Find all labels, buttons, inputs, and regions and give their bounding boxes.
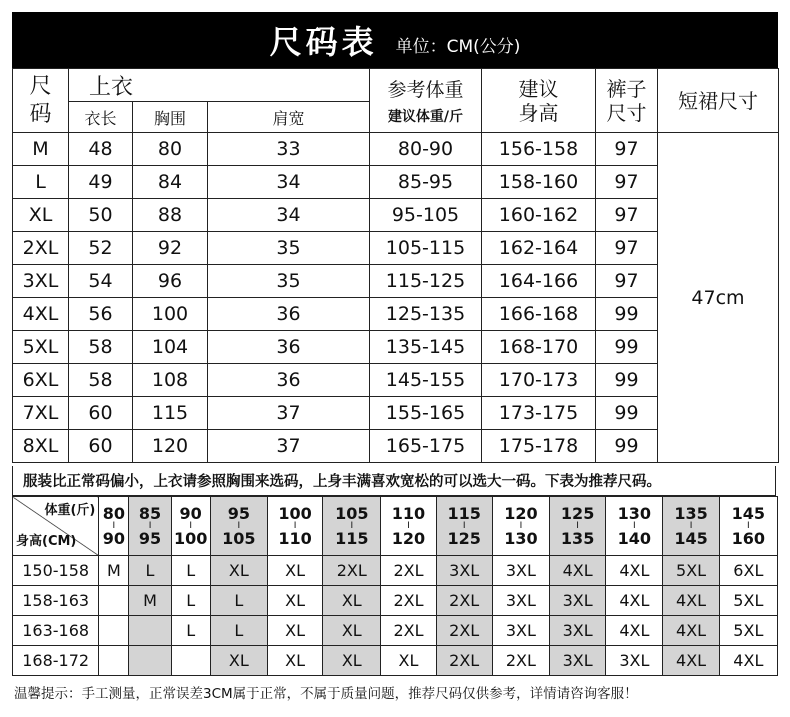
cell-pants: 97 bbox=[596, 199, 658, 232]
recommend-size-cell: XL bbox=[323, 616, 381, 646]
weight-range-from: 120 bbox=[504, 504, 538, 523]
weight-range-from: 130 bbox=[617, 504, 652, 523]
recommend-size-cell: 2XL bbox=[381, 586, 436, 616]
cell-chest: 84 bbox=[133, 166, 208, 199]
cell-length: 49 bbox=[69, 166, 133, 199]
weight-range-header bbox=[550, 497, 606, 556]
cell-height: 168-170 bbox=[482, 331, 596, 364]
size-table bbox=[12, 68, 779, 463]
weight-range-to: 90 bbox=[102, 529, 126, 548]
weight-range-to: 160 bbox=[731, 529, 766, 548]
recommend-size-cell: 4XL bbox=[663, 616, 719, 646]
cell-weight: 145-155 bbox=[370, 364, 482, 397]
weight-range-to: 130 bbox=[504, 529, 538, 548]
weight-range-header bbox=[171, 497, 210, 556]
range-separator: I bbox=[148, 521, 152, 531]
weight-range-header bbox=[99, 497, 129, 556]
cell-size: 6XL bbox=[13, 364, 69, 397]
weight-range-from: 105 bbox=[335, 504, 369, 523]
recommend-size-cell: L bbox=[171, 556, 210, 586]
range-separator: I bbox=[112, 521, 116, 531]
range-separator: I bbox=[462, 521, 466, 531]
recommend-size-cell: XL bbox=[267, 616, 322, 646]
recommend-size-cell bbox=[99, 646, 129, 676]
weight-range-header bbox=[210, 497, 267, 556]
cell-shoulder: 34 bbox=[208, 166, 370, 199]
cell-pants: 99 bbox=[596, 298, 658, 331]
cell-pants: 97 bbox=[596, 133, 658, 166]
cell-weight: 115-125 bbox=[370, 265, 482, 298]
recommend-size-cell bbox=[99, 586, 129, 616]
advice-note: 服装比正常码偏小，上衣请参照胸围来选码，上身丰满喜欢宽松的可以选大一码。下表为推荐尺码。 bbox=[12, 466, 776, 496]
recommend-size-cell: 5XL bbox=[719, 616, 777, 646]
recommend-size-cell: 2XL bbox=[492, 646, 549, 676]
recommend-size-cell: 2XL bbox=[436, 586, 492, 616]
recommend-size-cell bbox=[171, 646, 210, 676]
recommend-size-cell: L bbox=[129, 556, 171, 586]
cell-shoulder: 36 bbox=[208, 364, 370, 397]
weight-range-to: 125 bbox=[447, 529, 481, 548]
weight-header-sub: 建议体重/斤 bbox=[387, 109, 464, 125]
recommend-row bbox=[13, 616, 778, 646]
weight-range-to: 140 bbox=[617, 529, 652, 548]
recommend-size-cell: L bbox=[171, 586, 210, 616]
range-separator: I bbox=[407, 521, 410, 531]
cell-height: 160-162 bbox=[482, 199, 596, 232]
weight-range-from: 110 bbox=[391, 504, 426, 523]
range-separator: I bbox=[576, 521, 579, 531]
skirt-value: 47cm bbox=[658, 133, 779, 463]
recommend-size-cell: 6XL bbox=[719, 556, 777, 586]
recommend-size-cell: XL bbox=[267, 586, 322, 616]
recommend-size-cell: M bbox=[129, 586, 171, 616]
cell-length: 54 bbox=[69, 265, 133, 298]
weight-range-from: 80 bbox=[102, 504, 126, 523]
size-header-line1: 尺 bbox=[29, 73, 52, 99]
cell-height: 166-168 bbox=[482, 298, 596, 331]
height-range: 150-158 bbox=[13, 556, 99, 586]
cell-pants: 99 bbox=[596, 331, 658, 364]
cell-length: 60 bbox=[69, 397, 133, 430]
pants-header-line1: 裤子 bbox=[606, 76, 647, 101]
recommend-size-cell: 3XL bbox=[492, 616, 549, 646]
recommend-size-cell bbox=[129, 646, 171, 676]
recommend-size-cell bbox=[129, 616, 171, 646]
recommend-size-cell: 4XL bbox=[606, 616, 663, 646]
cell-weight: 80-90 bbox=[370, 133, 482, 166]
weight-header-label: 参考体重 bbox=[387, 79, 464, 101]
recommend-size-cell: 2XL bbox=[381, 616, 436, 646]
weight-range-from: 115 bbox=[447, 504, 481, 523]
cell-pants: 97 bbox=[596, 166, 658, 199]
cell-shoulder: 37 bbox=[208, 397, 370, 430]
cell-chest: 92 bbox=[133, 232, 208, 265]
weight-header bbox=[370, 69, 482, 133]
recommend-size-cell: XL bbox=[323, 586, 381, 616]
weight-range-header bbox=[323, 497, 381, 556]
recommend-size-cell: XL bbox=[210, 646, 267, 676]
recommend-size-cell: 3XL bbox=[606, 646, 663, 676]
cell-length: 60 bbox=[69, 430, 133, 463]
cell-weight: 95-105 bbox=[370, 199, 482, 232]
page-title: 尺码表 bbox=[269, 23, 378, 61]
cell-length: 52 bbox=[69, 232, 133, 265]
weight-height-corner bbox=[13, 497, 99, 556]
cell-chest: 104 bbox=[133, 331, 208, 364]
cell-size: 7XL bbox=[13, 397, 69, 430]
cell-weight: 135-145 bbox=[370, 331, 482, 364]
length-header: 衣长 bbox=[69, 102, 133, 133]
weight-range-to: 105 bbox=[222, 529, 256, 548]
cell-pants: 99 bbox=[596, 430, 658, 463]
weight-range-to: 110 bbox=[278, 529, 312, 548]
recommend-size-cell: 4XL bbox=[663, 586, 719, 616]
cell-shoulder: 33 bbox=[208, 133, 370, 166]
weight-range-header bbox=[381, 497, 436, 556]
recommend-size-cell: 2XL bbox=[323, 556, 381, 586]
chest-header: 胸围 bbox=[133, 102, 208, 133]
pants-header-line2: 尺寸 bbox=[606, 100, 647, 125]
range-separator: I bbox=[747, 521, 750, 531]
cell-size: 8XL bbox=[13, 430, 69, 463]
weight-range-header bbox=[129, 497, 171, 556]
recommend-size-cell: 2XL bbox=[436, 616, 492, 646]
recommend-size-cell bbox=[99, 616, 129, 646]
cell-height: 162-164 bbox=[482, 232, 596, 265]
recommend-size-cell: 2XL bbox=[436, 646, 492, 676]
height-range: 158-163 bbox=[13, 586, 99, 616]
weight-range-header bbox=[436, 497, 492, 556]
recommend-size-cell: XL bbox=[381, 646, 436, 676]
cell-shoulder: 35 bbox=[208, 265, 370, 298]
weight-range-from: 95 bbox=[227, 504, 250, 523]
cell-pants: 97 bbox=[596, 232, 658, 265]
recommend-row bbox=[13, 646, 778, 676]
recommend-table bbox=[12, 496, 778, 676]
cell-height: 164-166 bbox=[482, 265, 596, 298]
height-header bbox=[482, 69, 596, 133]
weight-range-header bbox=[719, 497, 777, 556]
cell-height: 158-160 bbox=[482, 166, 596, 199]
cell-height: 156-158 bbox=[482, 133, 596, 166]
cell-pants: 99 bbox=[596, 364, 658, 397]
recommend-size-cell: 2XL bbox=[381, 556, 436, 586]
cell-shoulder: 34 bbox=[208, 199, 370, 232]
range-separator: I bbox=[633, 521, 636, 531]
weight-corner-label: 体重(斤) bbox=[44, 503, 96, 518]
weight-range-header bbox=[606, 497, 663, 556]
weight-range-from: 85 bbox=[138, 504, 162, 523]
weight-range-from: 145 bbox=[731, 504, 766, 523]
cell-weight: 85-95 bbox=[370, 166, 482, 199]
range-separator: I bbox=[237, 521, 241, 531]
recommend-size-cell: 3XL bbox=[550, 646, 606, 676]
recommend-size-cell: 4XL bbox=[663, 646, 719, 676]
recommend-size-cell: XL bbox=[323, 646, 381, 676]
weight-range-from: 125 bbox=[560, 504, 595, 523]
weight-range-to: 95 bbox=[138, 529, 162, 548]
recommend-size-cell: M bbox=[99, 556, 129, 586]
range-separator: I bbox=[293, 521, 297, 531]
recommend-size-cell: L bbox=[171, 616, 210, 646]
recommend-size-cell: 5XL bbox=[719, 586, 777, 616]
weight-range-to: 145 bbox=[674, 529, 708, 548]
cell-shoulder: 37 bbox=[208, 430, 370, 463]
cell-size: L bbox=[13, 166, 69, 199]
cell-length: 48 bbox=[69, 133, 133, 166]
recommend-size-cell: 3XL bbox=[550, 616, 606, 646]
cell-chest: 88 bbox=[133, 199, 208, 232]
height-corner-label: 身高(CM) bbox=[16, 534, 77, 549]
range-separator: I bbox=[189, 521, 192, 531]
size-header bbox=[13, 69, 69, 133]
recommend-size-cell: 3XL bbox=[492, 586, 549, 616]
recommend-size-cell: 3XL bbox=[550, 586, 606, 616]
recommend-row bbox=[13, 556, 778, 586]
weight-range-header bbox=[267, 497, 322, 556]
cell-shoulder: 36 bbox=[208, 331, 370, 364]
recommend-size-cell: 4XL bbox=[606, 556, 663, 586]
recommend-row bbox=[13, 586, 778, 616]
weight-range-from: 135 bbox=[674, 504, 708, 523]
cell-length: 56 bbox=[69, 298, 133, 331]
pants-header bbox=[596, 69, 658, 133]
recommend-size-cell: 3XL bbox=[436, 556, 492, 586]
cell-weight: 125-135 bbox=[370, 298, 482, 331]
recommend-size-cell: 4XL bbox=[719, 646, 777, 676]
recommend-size-cell: XL bbox=[267, 556, 322, 586]
cell-length: 58 bbox=[69, 331, 133, 364]
top-header: 上衣 bbox=[69, 69, 370, 102]
cell-size: XL bbox=[13, 199, 69, 232]
unit-label: 单位：CM(公分) bbox=[395, 36, 521, 57]
weight-range-header bbox=[663, 497, 719, 556]
cell-weight: 155-165 bbox=[370, 397, 482, 430]
weight-range-to: 135 bbox=[560, 529, 595, 548]
recommend-size-cell: XL bbox=[210, 556, 267, 586]
weight-range-header bbox=[492, 497, 549, 556]
cell-length: 58 bbox=[69, 364, 133, 397]
height-header-line2: 身高 bbox=[518, 100, 559, 125]
cell-height: 173-175 bbox=[482, 397, 596, 430]
weight-range-from: 100 bbox=[278, 504, 312, 523]
cell-weight: 105-115 bbox=[370, 232, 482, 265]
footer-note: 温馨提示：手工测量，正常误差3CM属于正常，不属于质量问题，推荐尺码仅供参考，详情请咨询客服！ bbox=[14, 686, 638, 702]
cell-shoulder: 36 bbox=[208, 298, 370, 331]
shoulder-header: 肩宽 bbox=[208, 102, 370, 133]
cell-chest: 115 bbox=[133, 397, 208, 430]
cell-chest: 96 bbox=[133, 265, 208, 298]
range-separator: I bbox=[519, 521, 523, 531]
weight-range-to: 100 bbox=[173, 529, 208, 548]
cell-chest: 120 bbox=[133, 430, 208, 463]
height-range: 163-168 bbox=[13, 616, 99, 646]
weight-range-from: 90 bbox=[179, 504, 202, 523]
cell-size: M bbox=[13, 133, 69, 166]
cell-chest: 100 bbox=[133, 298, 208, 331]
weight-range-to: 115 bbox=[335, 529, 369, 548]
recommend-size-cell: 5XL bbox=[663, 556, 719, 586]
cell-shoulder: 35 bbox=[208, 232, 370, 265]
height-header-line1: 建议 bbox=[518, 76, 559, 101]
recommend-size-cell: L bbox=[210, 586, 267, 616]
height-range: 168-172 bbox=[13, 646, 99, 676]
recommend-size-cell: 4XL bbox=[550, 556, 606, 586]
cell-chest: 108 bbox=[133, 364, 208, 397]
cell-size: 5XL bbox=[13, 331, 69, 364]
range-separator: I bbox=[350, 521, 354, 531]
cell-chest: 80 bbox=[133, 133, 208, 166]
size-row bbox=[13, 133, 779, 166]
cell-height: 175-178 bbox=[482, 430, 596, 463]
cell-length: 50 bbox=[69, 199, 133, 232]
recommend-size-cell: 3XL bbox=[492, 556, 549, 586]
size-header-line2: 码 bbox=[29, 101, 52, 127]
cell-size: 2XL bbox=[13, 232, 69, 265]
recommend-size-cell: L bbox=[210, 616, 267, 646]
cell-height: 170-173 bbox=[482, 364, 596, 397]
cell-pants: 99 bbox=[596, 397, 658, 430]
cell-size: 4XL bbox=[13, 298, 69, 331]
skirt-header: 短裙尺寸 bbox=[658, 69, 779, 133]
cell-weight: 165-175 bbox=[370, 430, 482, 463]
weight-range-to: 120 bbox=[391, 529, 426, 548]
recommend-size-cell: 4XL bbox=[606, 586, 663, 616]
range-separator: I bbox=[689, 521, 693, 531]
cell-pants: 97 bbox=[596, 265, 658, 298]
recommend-size-cell: XL bbox=[267, 646, 322, 676]
cell-size: 3XL bbox=[13, 265, 69, 298]
title-bar bbox=[12, 12, 778, 68]
